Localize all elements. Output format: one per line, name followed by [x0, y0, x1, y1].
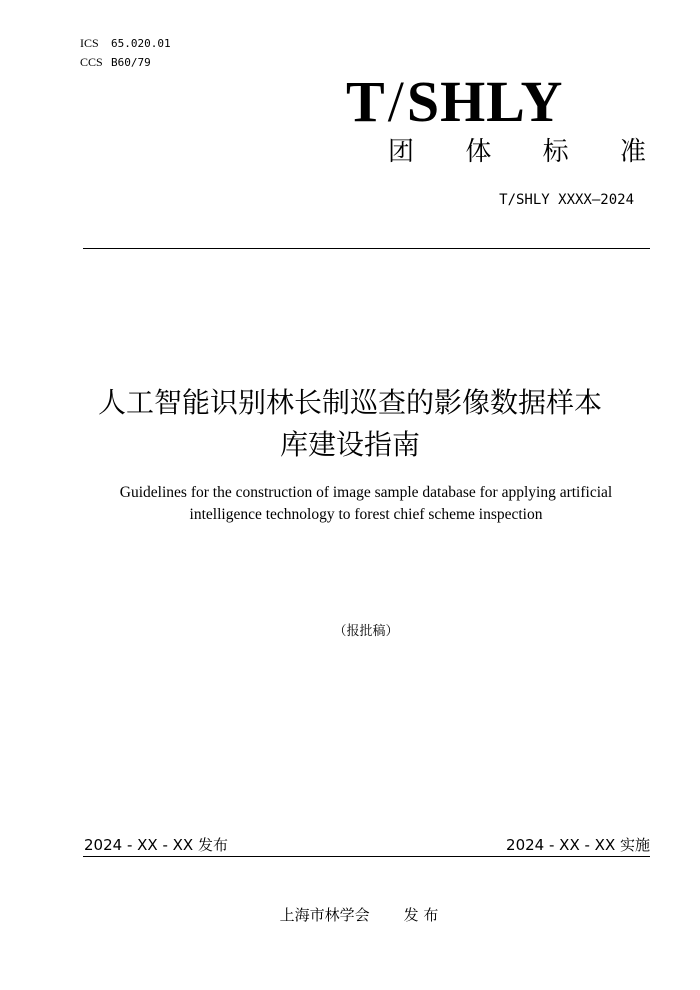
bottom-divider — [83, 856, 650, 857]
english-title — [80, 482, 652, 526]
publisher-line — [0, 904, 700, 925]
standard-number: T/SHLY XXXX—2024 — [499, 192, 634, 208]
ccs-row — [80, 53, 171, 72]
ics-row — [80, 34, 171, 53]
implementation-date: 2024 - XX - XX 实施 — [506, 836, 650, 854]
logo-letter-t: T — [346, 69, 386, 134]
english-title-line-2: intelligence technology to forest chief scheme inspection — [189, 506, 543, 523]
standard-type-char: 标 — [542, 137, 569, 167]
logo-letters-shly: SHLY — [406, 69, 564, 134]
ccs-value: B60/79 — [111, 56, 151, 69]
top-divider — [83, 248, 650, 249]
ics-value: 65.020.01 — [111, 37, 171, 50]
classification-codes — [80, 34, 171, 72]
chinese-title-line-1: 人工智能识别林长制巡查的影像数据样本 — [97, 386, 602, 419]
draft-status: （报批稿） — [333, 624, 399, 639]
chinese-title — [60, 382, 640, 466]
ics-label: ICS — [80, 36, 99, 50]
english-title-line-1: Guidelines for the construction of image sample database for applying artificial — [119, 484, 613, 501]
publisher-action: 发 布 — [403, 906, 439, 924]
standard-type-char: 准 — [619, 137, 646, 167]
standard-type-char: 体 — [465, 137, 492, 167]
standard-logo — [346, 70, 608, 134]
ccs-label: CCS — [80, 55, 103, 69]
chinese-title-line-2: 库建设指南 — [279, 428, 420, 461]
standard-type — [388, 134, 646, 170]
standard-type-char: 团 — [388, 137, 415, 167]
release-date: 2024 - XX - XX 发布 — [84, 836, 228, 854]
logo-slash: / — [387, 69, 405, 134]
publisher-org: 上海市林学会 — [279, 906, 370, 924]
